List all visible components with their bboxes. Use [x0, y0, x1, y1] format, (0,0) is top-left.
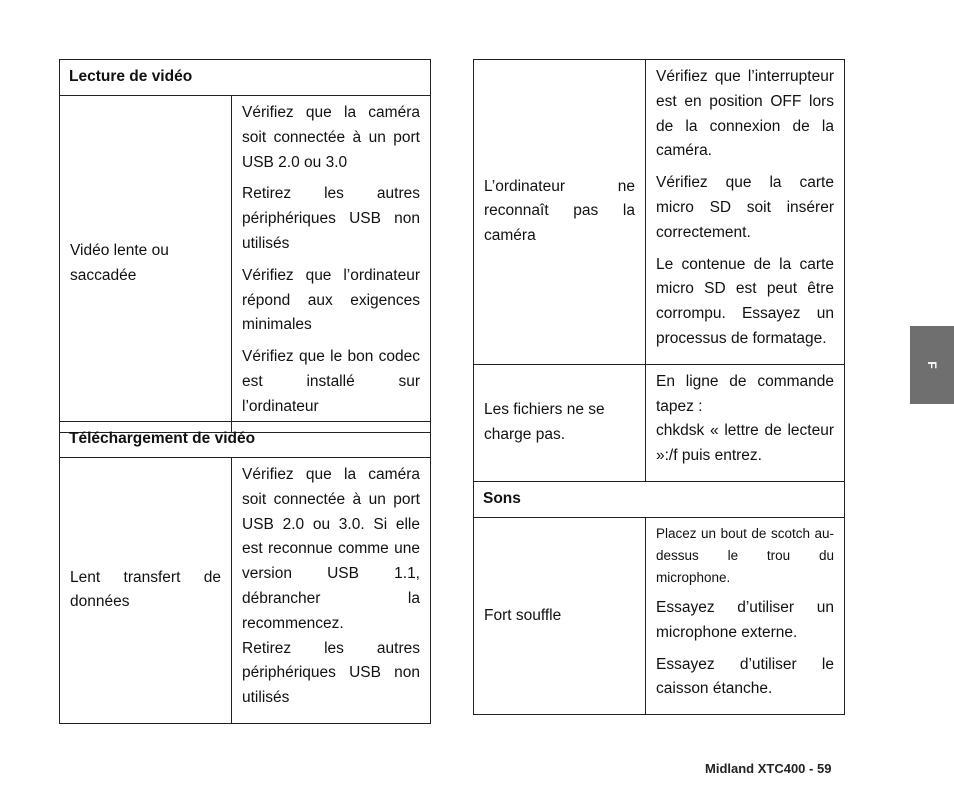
table-telechargement-video	[59, 421, 431, 724]
solution-cell	[232, 96, 431, 433]
solution-text: Essayez d’utiliser un microphone externe.	[656, 598, 834, 641]
table-lecture-video	[59, 59, 431, 433]
issue-cell: L’ordinateur ne reconnaît pas la caméra	[474, 60, 646, 365]
solution-text: Vérifiez que la carte micro SD soit insérer correctement.	[656, 174, 834, 241]
issue-cell: Lent transfert de données	[60, 458, 232, 724]
solution-cell	[646, 60, 845, 365]
solution-text: Retirez les autres périphériques USB non utilisés	[242, 185, 420, 252]
page-footer: Midland XTC400 - 59	[705, 761, 832, 776]
issue-cell: Fort souffle	[474, 517, 646, 714]
section-header: Sons	[474, 481, 845, 517]
solution-text: Retirez les autres périphériques USB non utilisés	[242, 639, 420, 707]
solution-text: Placez un bout de scotch au-dessus le trou du microphone.	[656, 525, 834, 585]
solution-cell	[232, 458, 431, 724]
solution-text: chkdsk « lettre de lecteur »:/f puis entrez.	[656, 422, 834, 465]
solution-text: Essayez d’utiliser le caisson étanche.	[656, 655, 834, 698]
language-tab	[910, 326, 954, 404]
issue-cell: Les fichiers ne se charge pas.	[474, 364, 646, 481]
solution-text: Vérifiez que la caméra soit connectée à un port USB 2.0 ou 3.0. Si elle est reconnue comme une version USB 1.1, débrancher la recommencez.	[242, 466, 420, 632]
solution-text: Vérifiez que la caméra soit connectée à un port USB 2.0 ou 3.0	[242, 104, 420, 171]
solution-text: Vérifiez que le bon codec est installé sur l’ordinateur	[242, 348, 420, 415]
section-header: Téléchargement de vidéo	[60, 422, 431, 458]
solution-cell	[646, 517, 845, 714]
table-troubleshooting-right	[473, 59, 845, 715]
section-header: Lecture de vidéo	[60, 60, 431, 96]
solution-text: Le contenue de la carte micro SD est peut être corrompu. Essayez un processus de formatage.	[656, 255, 834, 347]
issue-cell: Vidéo lente ou saccadée	[60, 96, 232, 433]
language-tab-label: F	[925, 361, 939, 369]
solution-cell	[646, 364, 845, 481]
solution-text: Vérifiez que l’ordinateur répond aux exigences minimales	[242, 266, 420, 334]
solution-text: Vérifiez que l’interrupteur est en position OFF lors de la connexion de la caméra.	[656, 68, 834, 160]
solution-text: En ligne de commande tapez :	[656, 372, 834, 415]
